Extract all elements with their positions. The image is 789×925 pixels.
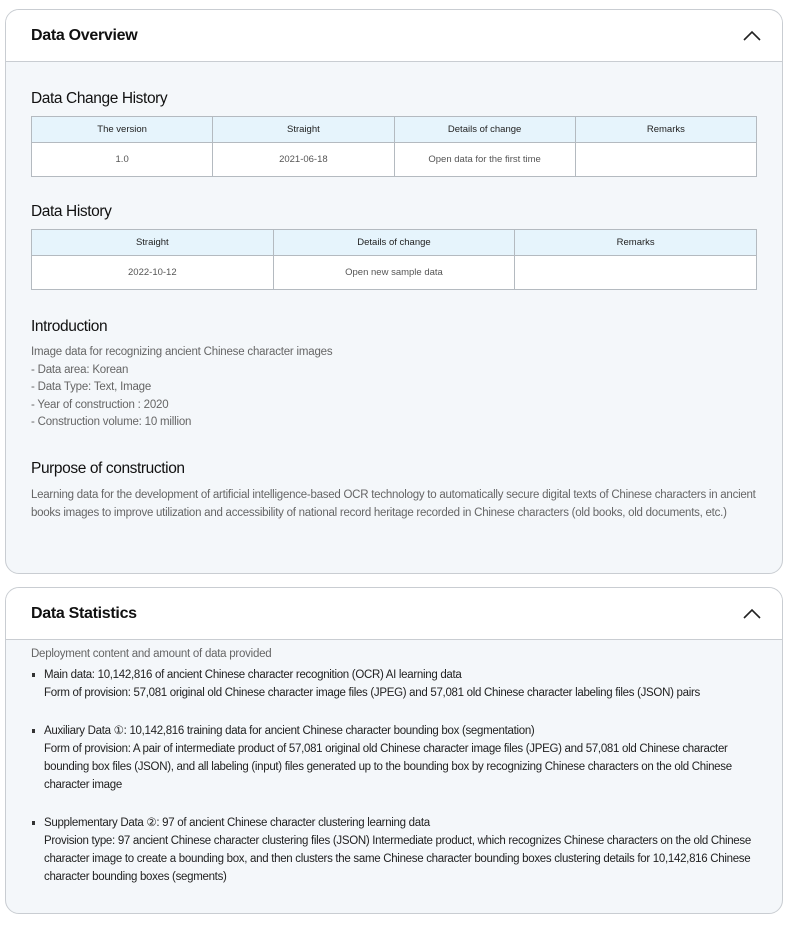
chevron-up-icon[interactable] — [742, 29, 762, 43]
introduction-line: - Data Type: Text, Image — [31, 381, 152, 393]
column-header-version: The version — [32, 117, 213, 143]
introduction-line: - Construction volume: 10 million — [31, 416, 192, 428]
column-header-remarks: Remarks — [515, 230, 757, 256]
bullet-icon — [32, 821, 35, 825]
item-headline: Supplementary Data ②: 97 of ancient Chinese character clustering learning data — [44, 817, 430, 829]
introduction-title: Introduction — [31, 318, 108, 335]
data-statistics-title: Data Statistics — [31, 604, 137, 622]
table-header-row — [32, 117, 757, 143]
data-overview-header[interactable] — [6, 10, 782, 62]
cell-version: 1.0 — [32, 143, 213, 177]
list-item — [31, 722, 757, 794]
bullet-icon — [32, 673, 35, 677]
column-header-details: Details of change — [273, 230, 515, 256]
cell-details: Open new sample data — [273, 256, 515, 290]
purpose-title: Purpose of construction — [31, 459, 185, 477]
cell-details: Open data for the first time — [394, 143, 575, 177]
column-header-date: Straight — [213, 117, 394, 143]
introduction-text — [31, 344, 757, 432]
data-change-history-table — [31, 116, 757, 177]
column-header-date: Straight — [32, 230, 274, 256]
data-statistics-panel — [5, 587, 783, 914]
item-detail: Form of provision: A pair of intermediate product of 57,081 original old Chinese character image files (JPEG) and 57,081 old Chinese character bounding box files (JSON), and all labeling (input) files generated up to the bounding box by recognizing Chinese characters on the old Chinese character image — [44, 743, 732, 791]
cell-remarks — [575, 143, 756, 177]
statistics-intro: Deployment content and amount of data provided — [31, 648, 272, 660]
data-change-history-title: Data Change History — [31, 90, 168, 107]
table-header-row — [32, 230, 757, 256]
list-item — [31, 666, 757, 702]
item-headline: Main data: 10,142,816 of ancient Chinese character recognition (OCR) AI learning data — [44, 669, 462, 681]
data-overview-body — [6, 90, 782, 522]
bullet-icon — [32, 729, 35, 733]
introduction-line: Image data for recognizing ancient Chinese character images — [31, 346, 333, 358]
data-overview-panel — [5, 9, 783, 574]
list-item — [31, 814, 757, 886]
purpose-text: Learning data for the development of artificial intelligence-based OCR technology to automatically secure digital texts of Chinese characters in ancient books images to improve utilization and accessibility of national record heritage recorded in Chinese characters (old books, old documents, etc.) — [31, 488, 756, 519]
data-history-title: Data History — [31, 203, 112, 220]
data-statistics-body — [6, 648, 782, 886]
introduction-line: - Year of construction : 2020 — [31, 398, 169, 411]
data-history-table — [31, 229, 757, 290]
data-statistics-header[interactable] — [6, 588, 782, 640]
cell-date: 2021-06-18 — [213, 143, 394, 177]
item-detail: Form of provision: 57,081 original old Chinese character image files (JPEG) and 57,081 old Chinese character labeling files (JSON) pairs — [44, 687, 700, 699]
cell-date: 2022-10-12 — [32, 256, 274, 290]
chevron-up-icon[interactable] — [742, 607, 762, 621]
table-row — [32, 256, 757, 290]
cell-remarks — [515, 256, 757, 290]
table-row — [32, 143, 757, 177]
column-header-remarks: Remarks — [575, 117, 756, 143]
statistics-list — [31, 666, 757, 886]
introduction-line: - Data area: Korean — [31, 363, 129, 376]
column-header-details: Details of change — [394, 117, 575, 143]
data-overview-title: Data Overview — [31, 26, 138, 44]
item-headline: Auxiliary Data ①: 10,142,816 training data for ancient Chinese character bounding box (segmentation) — [44, 725, 535, 737]
item-detail: Provision type: 97 ancient Chinese character clustering files (JSON) Intermediate product, which recognizes Chinese characters on the old Chinese character image to create a bounding box, and then clusters the same Chinese character bounding boxes clustering details for 10,142,816 Chinese character bounding boxes (segments) — [44, 835, 751, 883]
